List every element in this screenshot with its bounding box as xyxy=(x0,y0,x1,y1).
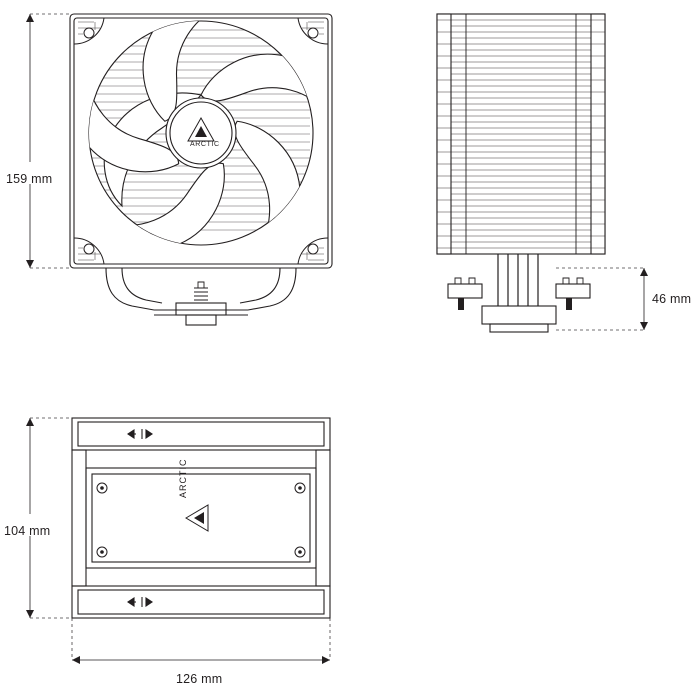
dimension-label-width: 126 mm xyxy=(176,672,223,686)
front-view xyxy=(52,0,332,325)
airflow-arrow-top xyxy=(128,429,152,439)
fan-hub-brand-label: ARCTIC xyxy=(190,141,220,148)
top-view xyxy=(72,418,330,618)
dimension-label-depth: 104 mm xyxy=(4,524,51,538)
dimension-label-height: 159 mm xyxy=(6,172,53,186)
side-view xyxy=(437,14,605,332)
dimension-label-offset: 46 mm xyxy=(652,292,692,306)
base-plate-brand-label: ARCTIC xyxy=(178,458,188,498)
airflow-arrow-bottom xyxy=(128,597,152,607)
